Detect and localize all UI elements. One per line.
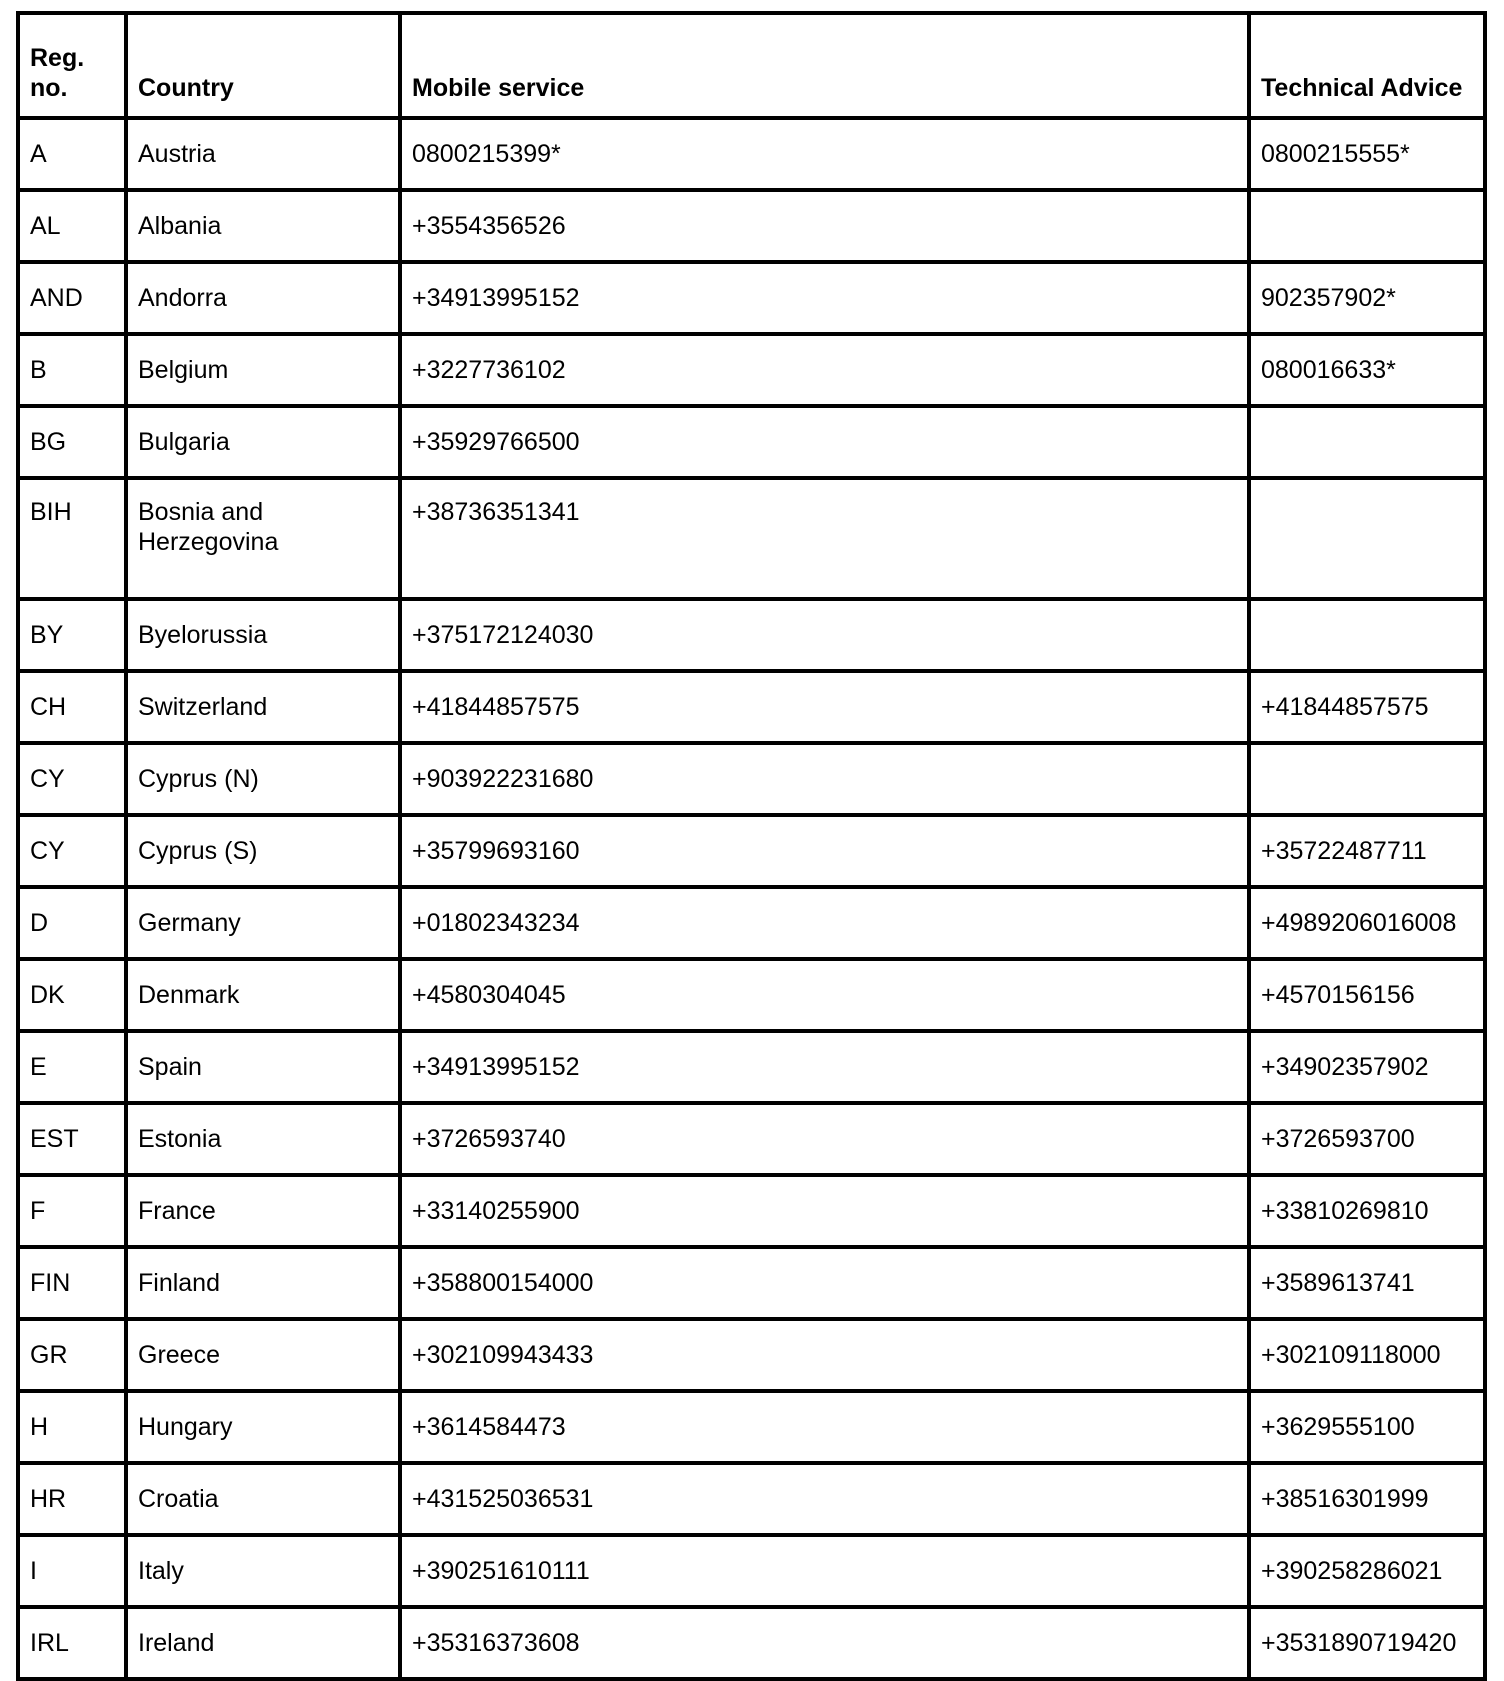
cell-mobile-service: +903922231680 <box>400 743 1249 815</box>
table-row <box>18 1247 1485 1319</box>
cell-country: Bosnia and Herzegovina <box>126 478 400 599</box>
table-row <box>18 1535 1485 1607</box>
cell-technical-advice: +4989206016008 <box>1249 887 1485 959</box>
cell-reg-no: F <box>18 1175 126 1247</box>
cell-reg-no: DK <box>18 959 126 1031</box>
cell-technical-advice <box>1249 743 1485 815</box>
cell-country: Belgium <box>126 334 400 406</box>
cell-country: Switzerland <box>126 671 400 743</box>
header-mobile-service: Mobile service <box>400 13 1249 118</box>
cell-country: Croatia <box>126 1463 400 1535</box>
cell-country: Byelorussia <box>126 599 400 671</box>
cell-mobile-service: +3614584473 <box>400 1391 1249 1463</box>
cell-mobile-service: +01802343234 <box>400 887 1249 959</box>
cell-reg-no: H <box>18 1391 126 1463</box>
cell-reg-no: BY <box>18 599 126 671</box>
table-row <box>18 743 1485 815</box>
cell-reg-no: CH <box>18 671 126 743</box>
cell-mobile-service: +34913995152 <box>400 262 1249 334</box>
cell-reg-no: AL <box>18 190 126 262</box>
cell-reg-no: CY <box>18 815 126 887</box>
table-row <box>18 599 1485 671</box>
table-row <box>18 1103 1485 1175</box>
cell-mobile-service: +358800154000 <box>400 1247 1249 1319</box>
cell-country: Denmark <box>126 959 400 1031</box>
cell-country: Italy <box>126 1535 400 1607</box>
cell-mobile-service: +41844857575 <box>400 671 1249 743</box>
cell-country: Austria <box>126 118 400 190</box>
table-row <box>18 406 1485 478</box>
cell-reg-no: A <box>18 118 126 190</box>
table-row <box>18 1463 1485 1535</box>
cell-mobile-service: +3554356526 <box>400 190 1249 262</box>
cell-reg-no: EST <box>18 1103 126 1175</box>
header-row <box>18 13 1485 118</box>
cell-reg-no: AND <box>18 262 126 334</box>
table-row <box>18 959 1485 1031</box>
cell-mobile-service: +38736351341 <box>400 478 1249 599</box>
cell-reg-no: D <box>18 887 126 959</box>
cell-technical-advice: +4570156156 <box>1249 959 1485 1031</box>
cell-mobile-service: +34913995152 <box>400 1031 1249 1103</box>
cell-technical-advice <box>1249 190 1485 262</box>
cell-reg-no: GR <box>18 1319 126 1391</box>
cell-reg-no: BG <box>18 406 126 478</box>
cell-reg-no: B <box>18 334 126 406</box>
cell-reg-no: I <box>18 1535 126 1607</box>
cell-mobile-service: +390251610111 <box>400 1535 1249 1607</box>
cell-mobile-service: +4580304045 <box>400 959 1249 1031</box>
cell-mobile-service: +431525036531 <box>400 1463 1249 1535</box>
cell-country: Cyprus (S) <box>126 815 400 887</box>
cell-technical-advice <box>1249 406 1485 478</box>
cell-technical-advice <box>1249 599 1485 671</box>
header-reg-no: Reg. no. <box>18 13 126 118</box>
cell-technical-advice: +34902357902 <box>1249 1031 1485 1103</box>
cell-technical-advice: 902357902* <box>1249 262 1485 334</box>
cell-mobile-service: +375172124030 <box>400 599 1249 671</box>
table-row <box>18 478 1485 599</box>
cell-mobile-service: +3726593740 <box>400 1103 1249 1175</box>
cell-country: Ireland <box>126 1607 400 1679</box>
table-row <box>18 815 1485 887</box>
cell-technical-advice: +3629555100 <box>1249 1391 1485 1463</box>
table-row <box>18 1031 1485 1103</box>
cell-country: Germany <box>126 887 400 959</box>
cell-country: Cyprus (N) <box>126 743 400 815</box>
cell-mobile-service: +35316373608 <box>400 1607 1249 1679</box>
cell-technical-advice: +38516301999 <box>1249 1463 1485 1535</box>
cell-country: Spain <box>126 1031 400 1103</box>
cell-technical-advice: +3726593700 <box>1249 1103 1485 1175</box>
cell-country: Albania <box>126 190 400 262</box>
cell-technical-advice: +33810269810 <box>1249 1175 1485 1247</box>
cell-mobile-service: +35799693160 <box>400 815 1249 887</box>
cell-reg-no: CY <box>18 743 126 815</box>
cell-technical-advice: 080016633* <box>1249 334 1485 406</box>
cell-technical-advice: 0800215555* <box>1249 118 1485 190</box>
table-row <box>18 118 1485 190</box>
cell-country: Hungary <box>126 1391 400 1463</box>
cell-reg-no: BIH <box>18 478 126 599</box>
cell-mobile-service: +35929766500 <box>400 406 1249 478</box>
table-row <box>18 671 1485 743</box>
cell-technical-advice: +3531890719420 <box>1249 1607 1485 1679</box>
cell-technical-advice: +41844857575 <box>1249 671 1485 743</box>
cell-technical-advice: +302109118000 <box>1249 1319 1485 1391</box>
cell-technical-advice: +35722487711 <box>1249 815 1485 887</box>
cell-reg-no: HR <box>18 1463 126 1535</box>
cell-country: Bulgaria <box>126 406 400 478</box>
cell-reg-no: IRL <box>18 1607 126 1679</box>
header-country: Country <box>126 13 400 118</box>
cell-mobile-service: +33140255900 <box>400 1175 1249 1247</box>
cell-mobile-service: +302109943433 <box>400 1319 1249 1391</box>
table-row <box>18 1607 1485 1679</box>
cell-mobile-service: +3227736102 <box>400 334 1249 406</box>
table-row <box>18 190 1485 262</box>
cell-mobile-service: 0800215399* <box>400 118 1249 190</box>
cell-country: Greece <box>126 1319 400 1391</box>
table-row <box>18 1175 1485 1247</box>
cell-reg-no: FIN <box>18 1247 126 1319</box>
table-row <box>18 262 1485 334</box>
cell-technical-advice: +390258286021 <box>1249 1535 1485 1607</box>
cell-technical-advice <box>1249 478 1485 599</box>
cell-country: France <box>126 1175 400 1247</box>
table-row <box>18 1391 1485 1463</box>
service-contacts-table <box>16 11 1487 1681</box>
table-row <box>18 1319 1485 1391</box>
cell-reg-no: E <box>18 1031 126 1103</box>
cell-country: Finland <box>126 1247 400 1319</box>
header-technical-advice: Technical Advice <box>1249 13 1485 118</box>
table-row <box>18 887 1485 959</box>
cell-technical-advice: +3589613741 <box>1249 1247 1485 1319</box>
cell-country: Andorra <box>126 262 400 334</box>
cell-country: Estonia <box>126 1103 400 1175</box>
table-row <box>18 334 1485 406</box>
